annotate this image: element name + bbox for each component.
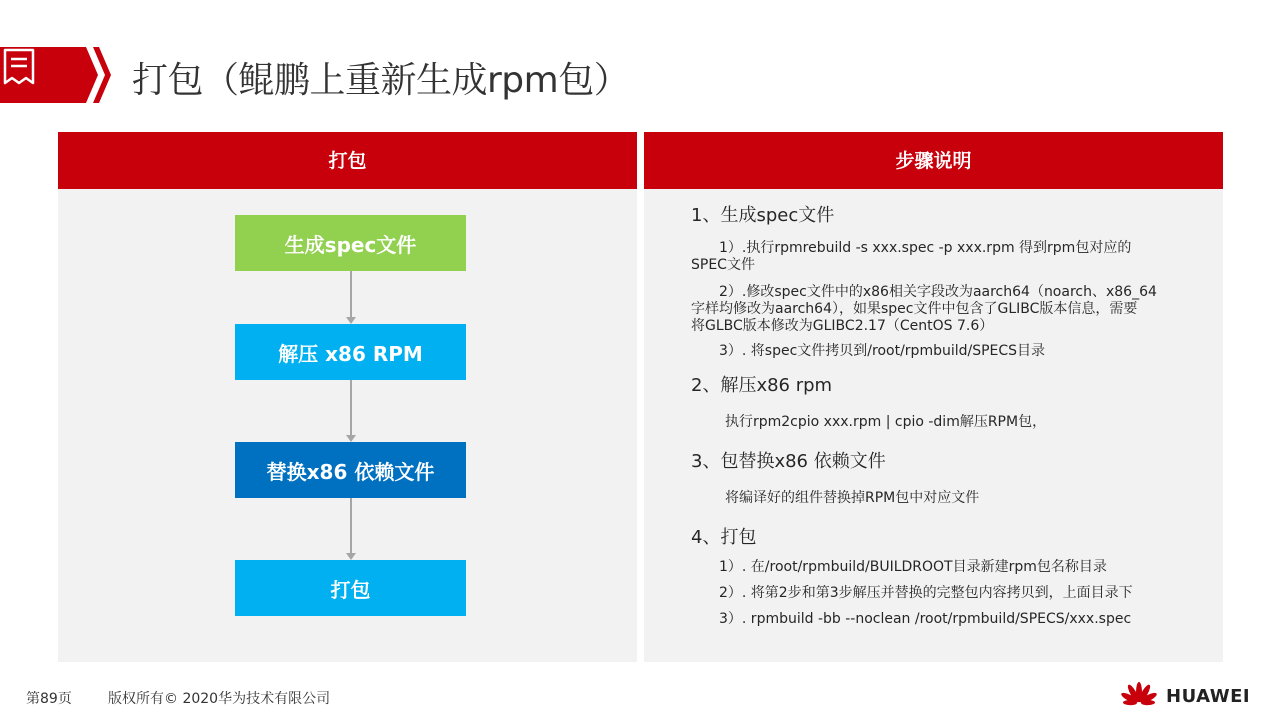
step-1-item-1-line-1: 1）.执行rpmrebuild -s xxx.spec -p xxx.rpm 得到rpm包对应的 [719, 240, 1132, 256]
step-1-item-1 [691, 240, 1211, 274]
step-1-item-1-line-2: SPEC文件 [691, 257, 755, 273]
flow-step-extract-rpm: 解压 x86 RPM [235, 324, 466, 380]
step-4-item-3: 3）. rpmbuild -bb --noclean /root/rpmbuild/SPECS/xxx.spec [719, 611, 1132, 627]
page-title: 打包（鲲鹏上重新生成rpm包） [132, 60, 630, 101]
steps-list [691, 204, 1211, 628]
copyright-notice: 版权所有© 2020华为技术有限公司 [108, 691, 331, 707]
step-3-detail: 将编译好的组件替换掉RPM包中对应文件 [725, 490, 980, 506]
flow-step-generate-spec: 生成spec文件 [235, 215, 466, 271]
document-icon [0, 47, 38, 87]
step-1-item-2-line-3: 将GLBC版本修改为GLIBC2.17（CentOS 7.6） [691, 318, 994, 334]
title-banner [0, 47, 112, 103]
page-number: 第89页 [26, 691, 72, 707]
huawei-petals-icon [1120, 681, 1158, 711]
flow-panel-heading: 打包 [58, 132, 637, 189]
step-1-item-2-line-1: 2）.修改spec文件中的x86相关字段改为aarch64（noarch、x86_64 [719, 284, 1157, 300]
step-3-title: 3、包替换x86 依赖文件 [691, 451, 886, 472]
flow-step-replace-deps: 替换x86 依赖文件 [235, 442, 466, 498]
huawei-logo-text: HUAWEI [1166, 685, 1251, 707]
flow-step-package: 打包 [235, 560, 466, 616]
flow-arrow-1 [348, 271, 354, 324]
step-1-item-3: 3）. 将spec文件拷贝到/root/rpmbuild/SPECS目录 [719, 343, 1046, 359]
step-2-title: 2、解压x86 rpm [691, 375, 833, 396]
steps-panel-heading: 步骤说明 [644, 132, 1223, 189]
flow-arrow-3 [348, 498, 354, 560]
step-1-item-2 [691, 284, 1211, 335]
step-1-title: 1、生成spec文件 [691, 205, 835, 226]
step-2-detail: 执行rpm2cpio xxx.rpm | cpio -dim解压RPM包， [725, 414, 1047, 430]
step-4-item-1: 1）. 在/root/rpmbuild/BUILDROOT目录新建rpm包名称目录 [719, 559, 1107, 575]
flow-arrow-2 [348, 380, 354, 442]
step-4-title: 4、打包 [691, 527, 757, 548]
step-4-item-2: 2）. 将第2步和第3步解压并替换的完整包内容拷贝到，上面目录下 [719, 585, 1133, 601]
steps-panel [644, 132, 1223, 662]
flow-panel [58, 132, 637, 662]
huawei-logo [1120, 681, 1250, 711]
step-1-item-2-line-2: 字样均修改为aarch64），如果spec文件中包含了GLIBC版本信息，需要 [691, 301, 1138, 317]
